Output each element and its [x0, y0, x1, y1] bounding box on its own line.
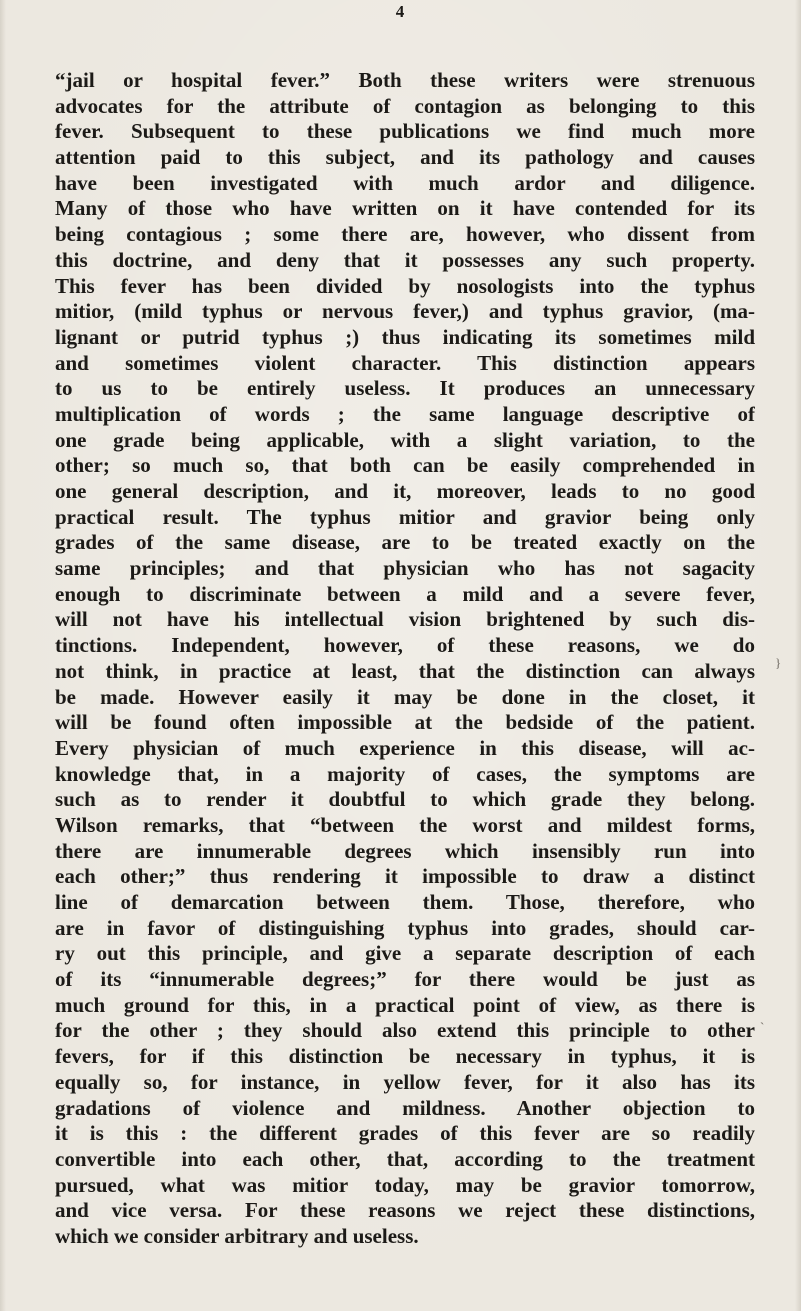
- text-line: of its “innumerable degrees;” for there would be just as: [55, 967, 755, 992]
- text-line: much ground for this, in a practical point of view, as there is: [55, 992, 755, 1017]
- text-line: gradations of violence and mildness. Another objection to: [55, 1095, 755, 1120]
- text-line: fevers, for if this distinction be necessary in typhus, it is: [55, 1044, 755, 1069]
- text-line: being contagious ; some there are, however, who dissent from: [55, 222, 755, 247]
- text-line: will be found often impossible at the bedside of the patient.: [55, 710, 755, 735]
- text-line: each other;” thus rendering it impossible to draw a distinct: [55, 864, 755, 889]
- text-line: be made. However easily it may be done in the closet, it: [55, 684, 755, 709]
- text-line: to us to be entirely useless. It produces an unnecessary: [55, 376, 755, 401]
- text-line: Many of those who have written on it have contended for its: [55, 196, 755, 221]
- text-line: other; so much so, that both can be easily comprehended in: [55, 453, 755, 478]
- text-line: Wilson remarks, that “between the worst and mildest forms,: [55, 812, 755, 837]
- text-line: mitior, (mild typhus or nervous fever,) and typhus gravior, (ma-: [55, 299, 755, 324]
- text-line: there are innumerable degrees which insensibly run into: [55, 838, 755, 863]
- text-line: practical result. The typhus mitior and gravior being only: [55, 504, 755, 529]
- text-line: This fever has been divided by nosologists into the typhus: [55, 273, 755, 298]
- text-line: convertible into each other, that, according to the treatment: [55, 1146, 755, 1171]
- text-line: multiplication of words ; the same language descriptive of: [55, 401, 755, 426]
- text-line: Every physician of much experience in this disease, will ac-: [55, 735, 755, 760]
- text-line: knowledge that, in a majority of cases, the symptoms are: [55, 761, 755, 786]
- text-line-last: which we consider arbitrary and useless.: [55, 1223, 419, 1248]
- text-line: such as to render it doubtful to which grade they belong.: [55, 787, 755, 812]
- page-number: 4: [395, 2, 405, 21]
- text-line: this doctrine, and deny that it possesses any such property.: [55, 247, 755, 272]
- page-edge-left: [0, 0, 6, 1311]
- text-line: have been investigated with much ardor and diligence.: [55, 170, 755, 195]
- text-line: pursued, what was mitior today, may be gravior tomorrow,: [55, 1172, 755, 1197]
- text-line: ry out this principle, and give a separate description of each: [55, 941, 755, 966]
- text-line: “jail or hospital fever.” Both these writers were strenuous: [55, 68, 755, 92]
- text-line: one general description, and it, moreover, leads to no good: [55, 479, 755, 503]
- text-line: and vice versa. For these reasons we reject these distinctions,: [55, 1198, 755, 1223]
- text-line: not think, in practice at least, that the distinction can always: [55, 658, 755, 683]
- text-line: fever. Subsequent to these publications we find much more: [55, 119, 755, 144]
- text-line: are in favor of distinguishing typhus into grades, should car-: [55, 915, 755, 940]
- text-line: line of demarcation between them. Those, therefore, who: [55, 890, 755, 914]
- text-line: attention paid to this subject, and its pathology and causes: [55, 145, 755, 170]
- text-line: one grade being applicable, with a slight variation, to the: [55, 427, 755, 452]
- text-line: will not have his intellectual vision brightened by such dis-: [55, 607, 755, 632]
- text-line: lignant or putrid typhus ;) thus indicating its sometimes mild: [55, 324, 755, 349]
- margin-bracket-mark: }: [775, 655, 782, 670]
- text-line: tinctions. Independent, however, of these reasons, we do: [55, 633, 755, 658]
- text-line: equally so, for instance, in yellow fever, for it also has its: [55, 1069, 755, 1094]
- body-text: [55, 68, 755, 1250]
- text-line: and sometimes violent character. This distinction appears: [55, 350, 755, 375]
- text-line: it is this : the different grades of this fever are so readily: [55, 1121, 755, 1146]
- margin-tick-mark: ˎ: [760, 1010, 765, 1025]
- text-line: enough to discriminate between a mild and a severe fever,: [55, 581, 755, 606]
- text-line: grades of the same disease, are to be treated exactly on the: [55, 530, 755, 555]
- text-line: for the other ; they should also extend this principle to other: [55, 1018, 755, 1043]
- text-line: advocates for the attribute of contagion as belonging to this: [55, 93, 755, 118]
- page-edge-right: [795, 0, 801, 1311]
- text-line: same principles; and that physician who has not sagacity: [55, 556, 755, 581]
